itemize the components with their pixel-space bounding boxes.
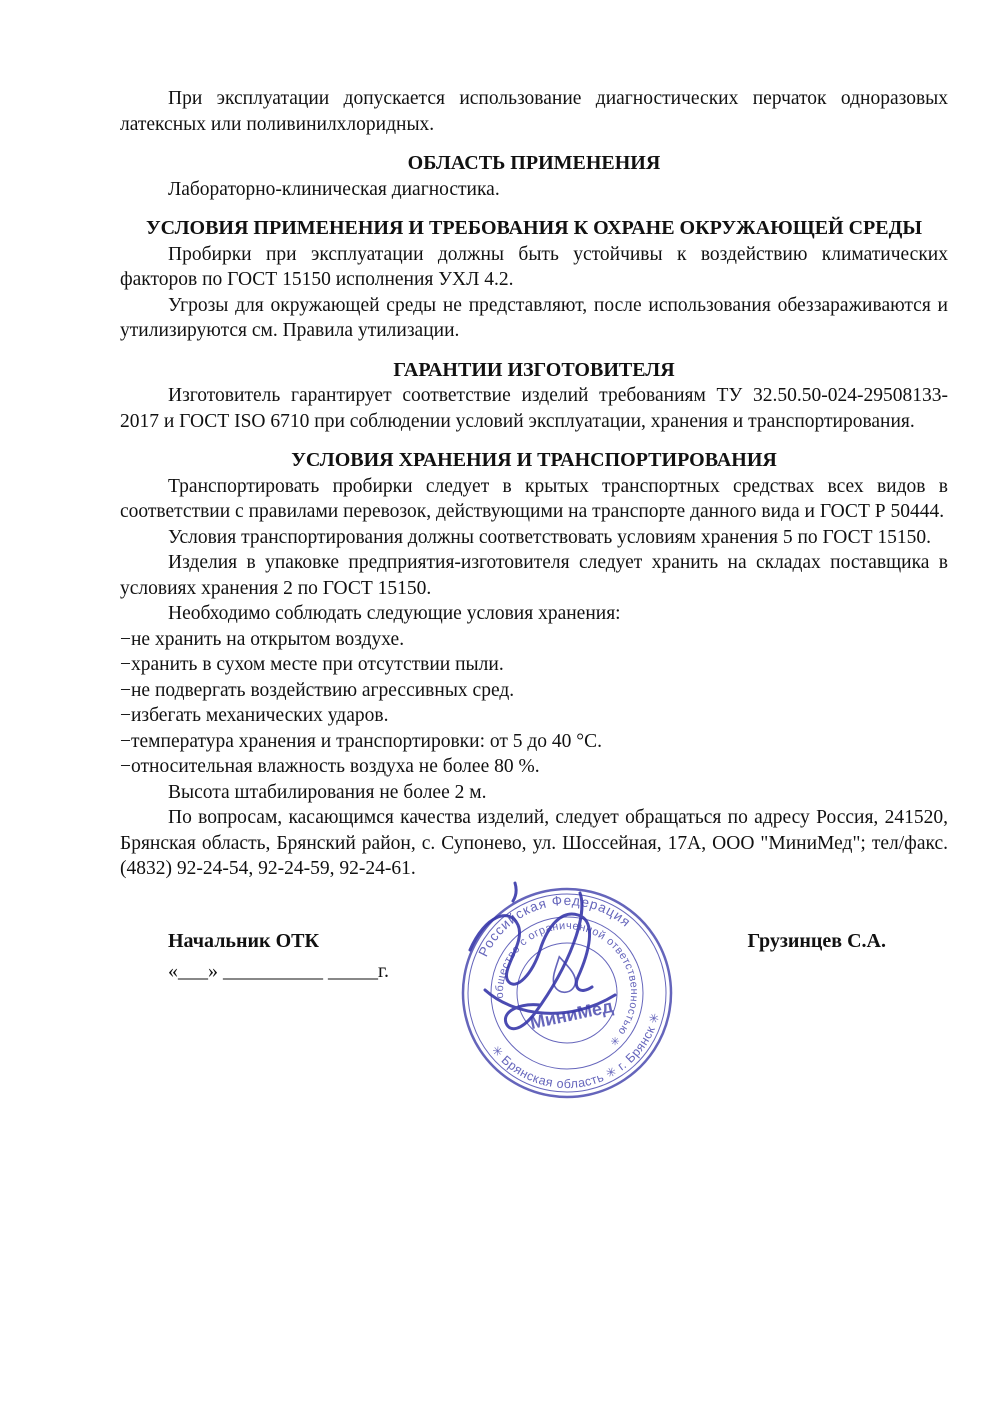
date-blank-line: «___» __________ _____г. <box>168 959 389 982</box>
intro-paragraph: При эксплуатации допускается использование диагностических перчаток одноразовых латексных или поливинилхлоридных. <box>120 88 948 135</box>
section-heading-application-area: ОБЛАСТЬ ПРИМЕНЕНИЯ <box>407 152 661 174</box>
signatory-position: Начальник ОТК <box>168 929 319 952</box>
paragraph: Транспортировать пробирки следует в крытых транспортных средствах всех видов в соответствии с правилами перевозок, действующими на транспорте данного вида и ГОСТ Р 50444. <box>120 475 948 522</box>
stamp-ring-inner-text: общество с ограниченной ответственностью ✳ <box>493 919 641 1049</box>
list-item: −не хранить на открытом воздухе. <box>120 628 405 650</box>
stamp-ring-top-text: Российская Федерация <box>475 892 634 959</box>
list-item: −относительная влажность воздуха не более 80 %. <box>120 756 540 777</box>
signature-stroke <box>470 914 592 990</box>
stamp-ring-bottom-text: ✳ Брянская область ✳ г. Брянск ✳ <box>488 1010 663 1092</box>
contact-paragraph: По вопросам, касающимся качества изделий, следует обращаться по адресу Россия, 241520, Брянская область, Брянский район, с. Супонево, ул. Шоссейная, 17А, ООО "МиниМед"; тел/факс. (4832) 92-24-54, 92-24-59, 92-24-61. <box>120 807 948 879</box>
signature-stroke <box>513 883 516 901</box>
document-content <box>120 86 948 986</box>
section-heading-usage-conditions: УСЛОВИЯ ПРИМЕНЕНИЯ И ТРЕБОВАНИЯ К ОХРАНЕ ОКРУЖАЮЩЕЙ СРЕДЫ <box>146 217 922 239</box>
storage-conditions-list <box>120 627 948 780</box>
paragraph: Необходимо соблюдать следующие условия хранения: <box>168 603 621 624</box>
signature-left-column <box>168 926 389 986</box>
paragraph: Пробирки при эксплуатации должны быть устойчивы к воздействию климатических факторов по ГОСТ 15150 исполнения УХЛ 4.2. <box>120 243 948 290</box>
handwritten-signature <box>430 855 720 1115</box>
list-item: −температура хранения и транспортировки: от 5 до 40 °С. <box>120 730 602 752</box>
paragraph: Изготовитель гарантирует соответствие изделий требованиям ТУ 32.50.50-024-29508133-2017 и ГОСТ ISO 6710 при соблюдении условий эксплуатации, хранения и транспортирования. <box>120 385 948 432</box>
paragraph: Высота штабилирования не более 2 м. <box>168 781 487 803</box>
list-item: −хранить в сухом месте при отсутствии пыли. <box>120 654 504 675</box>
paragraph: Условия транспортирования должны соответствовать условиям хранения 5 по ГОСТ 15150. <box>168 526 932 548</box>
paragraph: Лабораторно-клиническая диагностика. <box>168 178 500 200</box>
signature-svg <box>430 855 720 1115</box>
section-heading-manufacturer-warranty: ГАРАНТИИ ИЗГОТОВИТЕЛЯ <box>393 358 675 381</box>
list-item: −избегать механических ударов. <box>120 705 389 726</box>
signatory-name: Грузинцев С.А. <box>747 929 886 952</box>
paragraph: Изделия в упаковке предприятия-изготовителя следует хранить на складах поставщика в условиях хранения 2 по ГОСТ 15150. <box>120 552 948 599</box>
paragraph: Угрозы для окружающей среды не представляют, после использования обеззараживаются и утилизируются см. Правила утилизации. <box>120 294 948 341</box>
stamp-center-text: МиниМед <box>528 995 615 1034</box>
section-heading-storage-transport: УСЛОВИЯ ХРАНЕНИЯ И ТРАНСПОРТИРОВАНИЯ <box>291 449 777 471</box>
list-item: −не подвергать воздействию агрессивных сред. <box>120 679 515 701</box>
